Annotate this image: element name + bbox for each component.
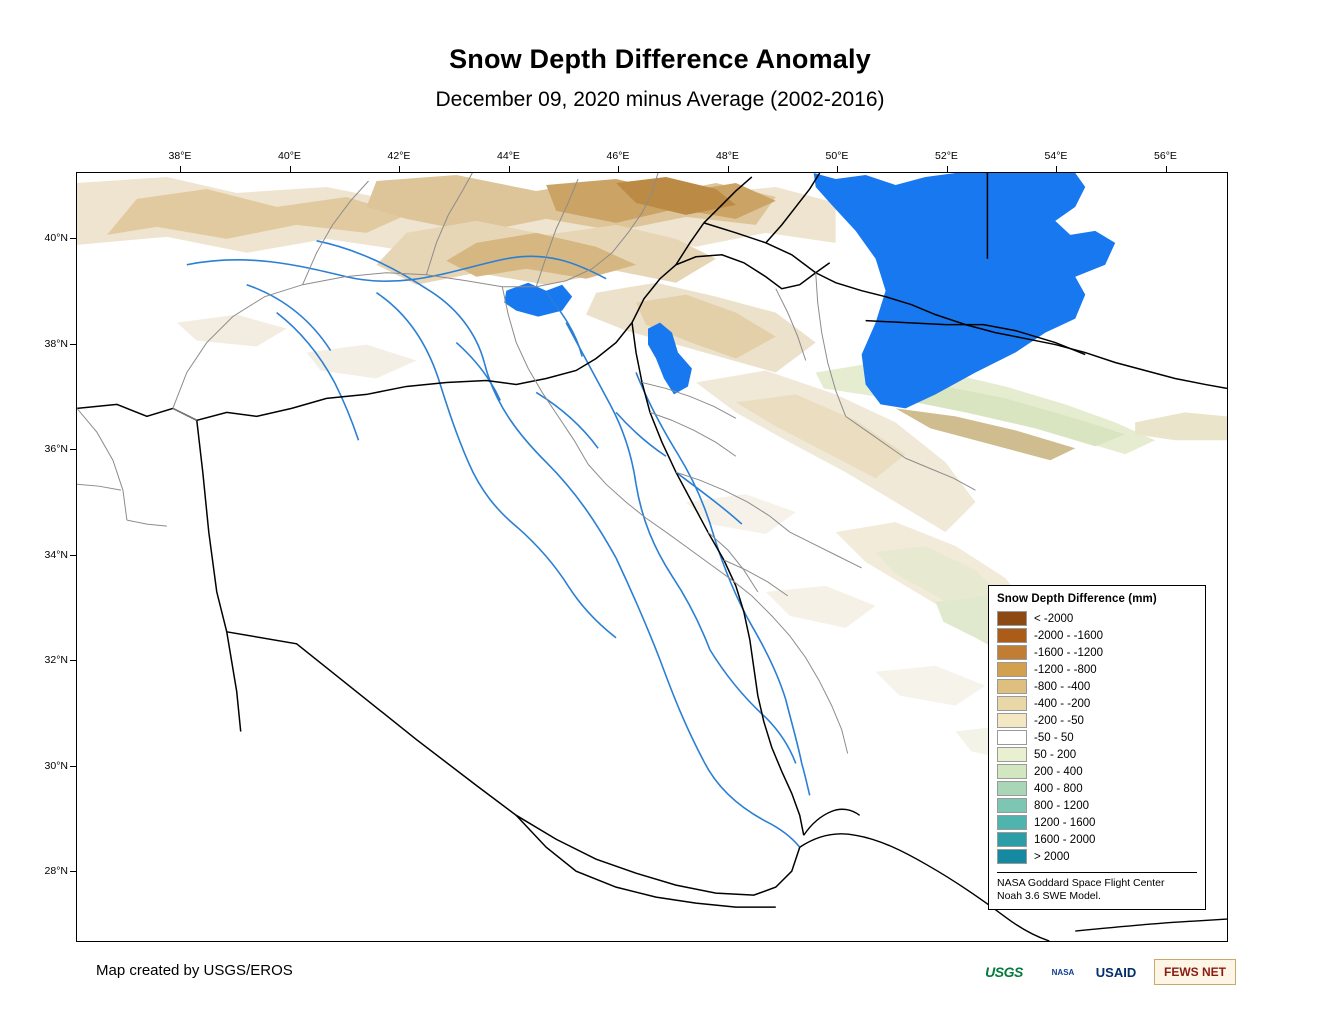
legend-label: > 2000	[1034, 850, 1070, 863]
legend-swatch	[997, 781, 1027, 796]
legend-row	[997, 746, 1197, 763]
legend-row	[997, 627, 1197, 644]
legend-note-line-2: Noah 3.6 SWE Model.	[997, 889, 1101, 902]
fews-net-logo[interactable]: FEWS NET	[1154, 959, 1236, 985]
legend-swatch	[997, 679, 1027, 694]
legend-label: -200 - -50	[1034, 714, 1084, 727]
lat-tick-label: 36°N	[44, 443, 68, 455]
legend-row	[997, 644, 1197, 661]
legend-row	[997, 729, 1197, 746]
legend-label: -1200 - -800	[1034, 663, 1097, 676]
lon-tick-label: 52°E	[935, 150, 958, 162]
legend-swatch	[997, 832, 1027, 847]
legend-title: Snow Depth Difference (mm)	[997, 593, 1157, 605]
legend-row	[997, 661, 1197, 678]
lat-tick-label: 34°N	[44, 548, 68, 561]
legend-swatch	[997, 713, 1027, 728]
legend-swatch	[997, 764, 1027, 779]
legend-swatch	[997, 849, 1027, 864]
legend-swatch	[997, 645, 1027, 660]
legend-note-line-1: NASA Goddard Space Flight Center	[997, 877, 1165, 889]
legend-label: -800 - -400	[1034, 680, 1091, 693]
legend-label: 800 - 1200	[1034, 799, 1089, 812]
legend-row	[997, 678, 1197, 695]
legend-label: 50 - 200	[1034, 748, 1077, 761]
legend-swatch	[997, 798, 1027, 813]
legend-label: 1600 - 2000	[1034, 833, 1096, 846]
legend-row	[997, 848, 1197, 865]
nasa-logo[interactable]: NASA	[1051, 967, 1075, 977]
lat-tick-label: 30°N	[44, 759, 68, 772]
lat-tick-label: 38°N	[44, 337, 68, 350]
legend-label: -400 - -200	[1034, 697, 1091, 710]
lon-tick-label: 54°E	[1044, 150, 1068, 162]
legend-classes	[997, 610, 1197, 865]
legend-label: -2000 - -1600	[1034, 629, 1104, 642]
lon-tick-label: 50°E	[825, 150, 849, 162]
legend-row	[997, 780, 1197, 797]
lon-tick-label: 44°E	[497, 150, 520, 162]
map-credit: Map created by USGS/EROS	[96, 962, 293, 979]
legend-swatch	[997, 815, 1027, 830]
legend-row	[997, 712, 1197, 729]
map-legend	[988, 585, 1206, 910]
legend-source-note	[997, 872, 1197, 903]
legend-row	[997, 763, 1197, 780]
lat-tick-label: 32°N	[44, 654, 68, 666]
legend-label: -1600 - -1200	[1034, 646, 1104, 659]
legend-row	[997, 814, 1197, 831]
page-title: Snow Depth Difference Anomaly	[449, 44, 871, 74]
lon-tick-label: 40°E	[278, 150, 301, 162]
legend-row	[997, 610, 1197, 627]
legend-label: 1200 - 1600	[1034, 816, 1096, 829]
lon-tick-label: 42°E	[387, 150, 411, 162]
lat-tick-label: 40°N	[44, 232, 68, 244]
usgs-logo[interactable]: USGS	[967, 959, 1041, 985]
lon-tick-label: 38°E	[168, 150, 192, 162]
logo-bar	[967, 958, 1236, 986]
legend-label: 200 - 400	[1034, 765, 1083, 778]
legend-swatch	[997, 628, 1027, 643]
legend-swatch	[997, 611, 1027, 626]
legend-label: 400 - 800	[1034, 782, 1083, 795]
lon-tick-label: 46°E	[606, 150, 630, 162]
usaid-logo[interactable]: USAID	[1095, 964, 1137, 980]
legend-swatch	[997, 730, 1027, 745]
legend-row	[997, 695, 1197, 712]
legend-swatch	[997, 696, 1027, 711]
legend-row	[997, 831, 1197, 848]
legend-row	[997, 797, 1197, 814]
legend-swatch	[997, 747, 1027, 762]
legend-label: -50 - 50	[1034, 731, 1074, 744]
page-subtitle: December 09, 2020 minus Average (2002-2016)	[435, 88, 885, 111]
legend-label: < -2000	[1034, 612, 1074, 625]
lon-tick-label: 48°E	[716, 150, 739, 162]
lon-tick-label: 56°E	[1154, 150, 1177, 162]
legend-swatch	[997, 662, 1027, 677]
lat-tick-label: 28°N	[44, 865, 68, 877]
